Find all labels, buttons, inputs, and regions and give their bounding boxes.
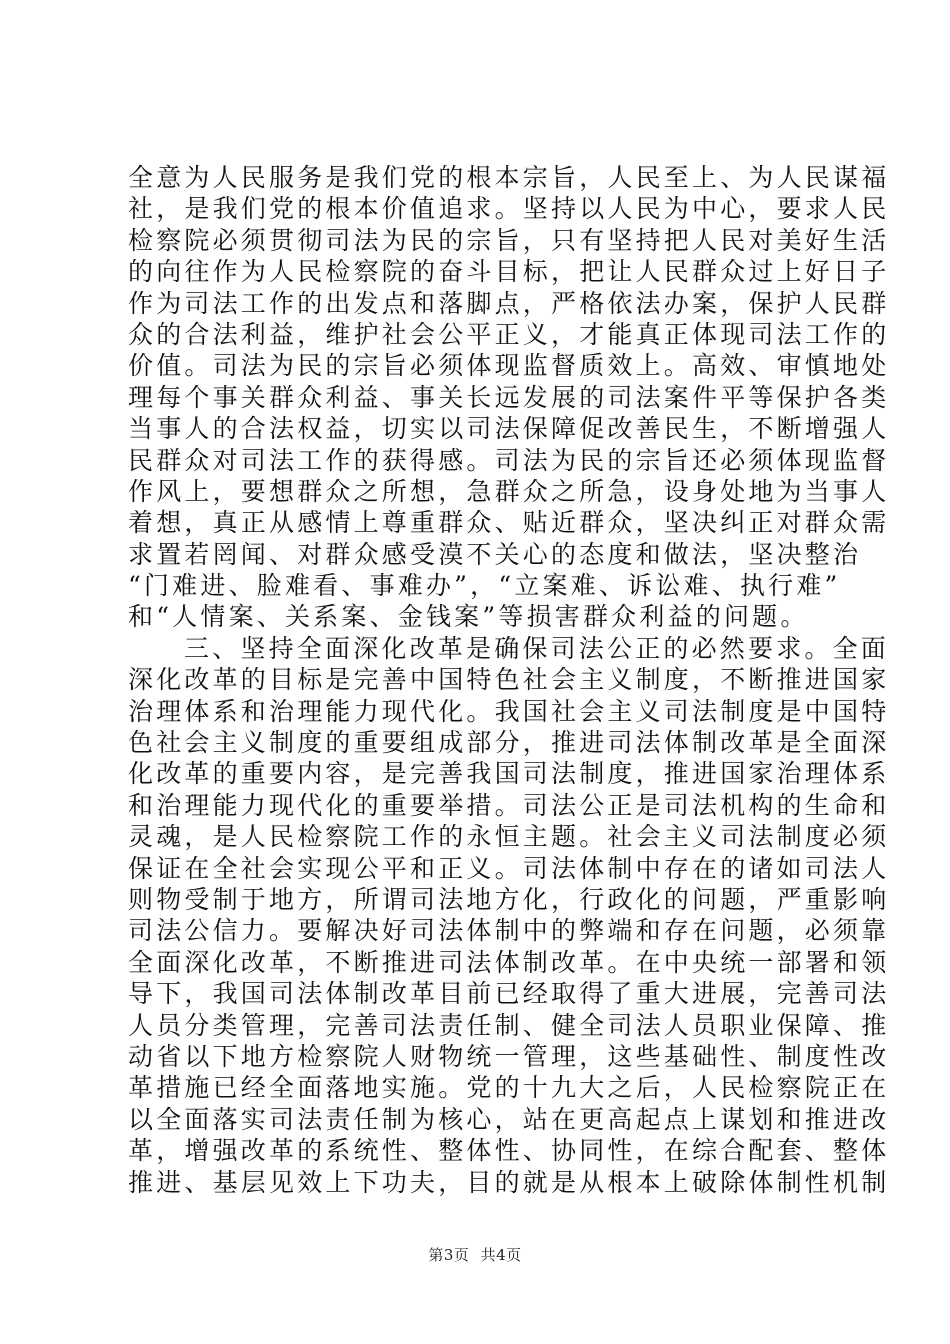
text-line: 司法公信力。要解决好司法体制中的弊端和存在问题，必须靠 [128, 916, 890, 946]
text-line: 和治理能力现代化的重要举措。司法公正是司法机构的生命和 [128, 790, 890, 820]
text-line: 着想，真正从感情上尊重群众、贴近群众，坚决纠正对群众需 [128, 508, 890, 538]
document-body [128, 162, 890, 1198]
paragraph-start-line: 三、坚持全面深化改革是确保司法公正的必然要求。全面 [184, 633, 890, 663]
text-line: 化改革的重要内容，是完善我国司法制度，推进国家治理体系 [128, 759, 890, 789]
text-line: 以全面落实司法责任制为核心，站在更高起点上谋划和推进改 [128, 1104, 890, 1134]
text-line: 作风上，要想群众之所想，急群众之所急，设身处地为当事人 [128, 476, 890, 506]
text-line: 动省以下地方检察院人财物统一管理，这些基础性、制度性改 [128, 1041, 890, 1071]
text-line: 民群众对司法工作的获得感。司法为民的宗旨还必须体现监督 [128, 445, 890, 475]
text-line: 作为司法工作的出发点和落脚点，严格依法办案，保护人民群 [128, 288, 890, 318]
text-line: 保证在全社会实现公平和正义。司法体制中存在的诸如司法人 [128, 853, 890, 883]
text-line: 检察院必须贯彻司法为民的宗旨，只有坚持把人民对美好生活 [128, 225, 890, 255]
text-line: 革措施已经全面落地实施。党的十九大之后，人民检察院正在 [128, 1073, 890, 1103]
text-line: 色社会主义制度的重要组成部分，推进司法体制改革是全面深 [128, 728, 890, 758]
text-line: 革，增强改革的系统性、整体性、协同性，在综合配套、整体 [128, 1136, 890, 1166]
text-line: 治理体系和治理能力现代化。我国社会主义司法制度是中国特 [128, 696, 890, 726]
page-number: 第3页 [428, 1246, 470, 1264]
text-line: 则物受制于地方，所谓司法地方化，行政化的问题，严重影响 [128, 884, 890, 914]
text-line: 社，是我们党的根本价值追求。坚持以人民为中心，要求人民 [128, 194, 890, 224]
page-footer [0, 1244, 950, 1265]
text-line: 全面深化改革，不断推进司法体制改革。在中央统一部署和领 [128, 947, 890, 977]
text-line: 理每个事关群众利益、事关长远发展的司法案件平等保护各类 [128, 382, 890, 412]
text-line: 当事人的合法权益，切实以司法保障促改善民生，不断增强人 [128, 414, 890, 444]
text-line: 价值。司法为民的宗旨必须体现监督质效上。高效、审慎地处 [128, 351, 890, 381]
text-line: 的向往作为人民检察院的奋斗目标，把让人民群众过上好日子 [128, 257, 890, 287]
text-line: 人员分类管理，完善司法责任制、健全司法人员职业保障、推 [128, 1010, 890, 1040]
text-line: 灵魂，是人民检察院工作的永恒主题。社会主义司法制度必须 [128, 822, 890, 852]
text-line: 求置若罔闻、对群众感受漠不关心的态度和做法，坚决整治 [128, 539, 862, 569]
text-line: 深化改革的目标是完善中国特色社会主义制度，不断推进国家 [128, 665, 890, 695]
page-total: 共4页 [480, 1246, 522, 1264]
text-line: 众的合法利益，维护社会公平正义，才能真正体现司法工作的 [128, 319, 890, 349]
text-line: 全意为人民服务是我们党的根本宗旨，人民至上、为人民谋福 [128, 163, 890, 192]
text-line: 导下，我国司法体制改革目前已经取得了重大进展，完善司法 [128, 979, 890, 1009]
text-line: 和“人情案、关系案、金钱案”等损害群众利益的问题。 [128, 602, 809, 632]
text-line: 推进、基层见效上下功夫，目的就是从根本上破除体制性机制 [128, 1167, 890, 1197]
text-line: “门难进、脸难看、事难办”，“立案难、诉讼难、执行难” [128, 571, 841, 601]
